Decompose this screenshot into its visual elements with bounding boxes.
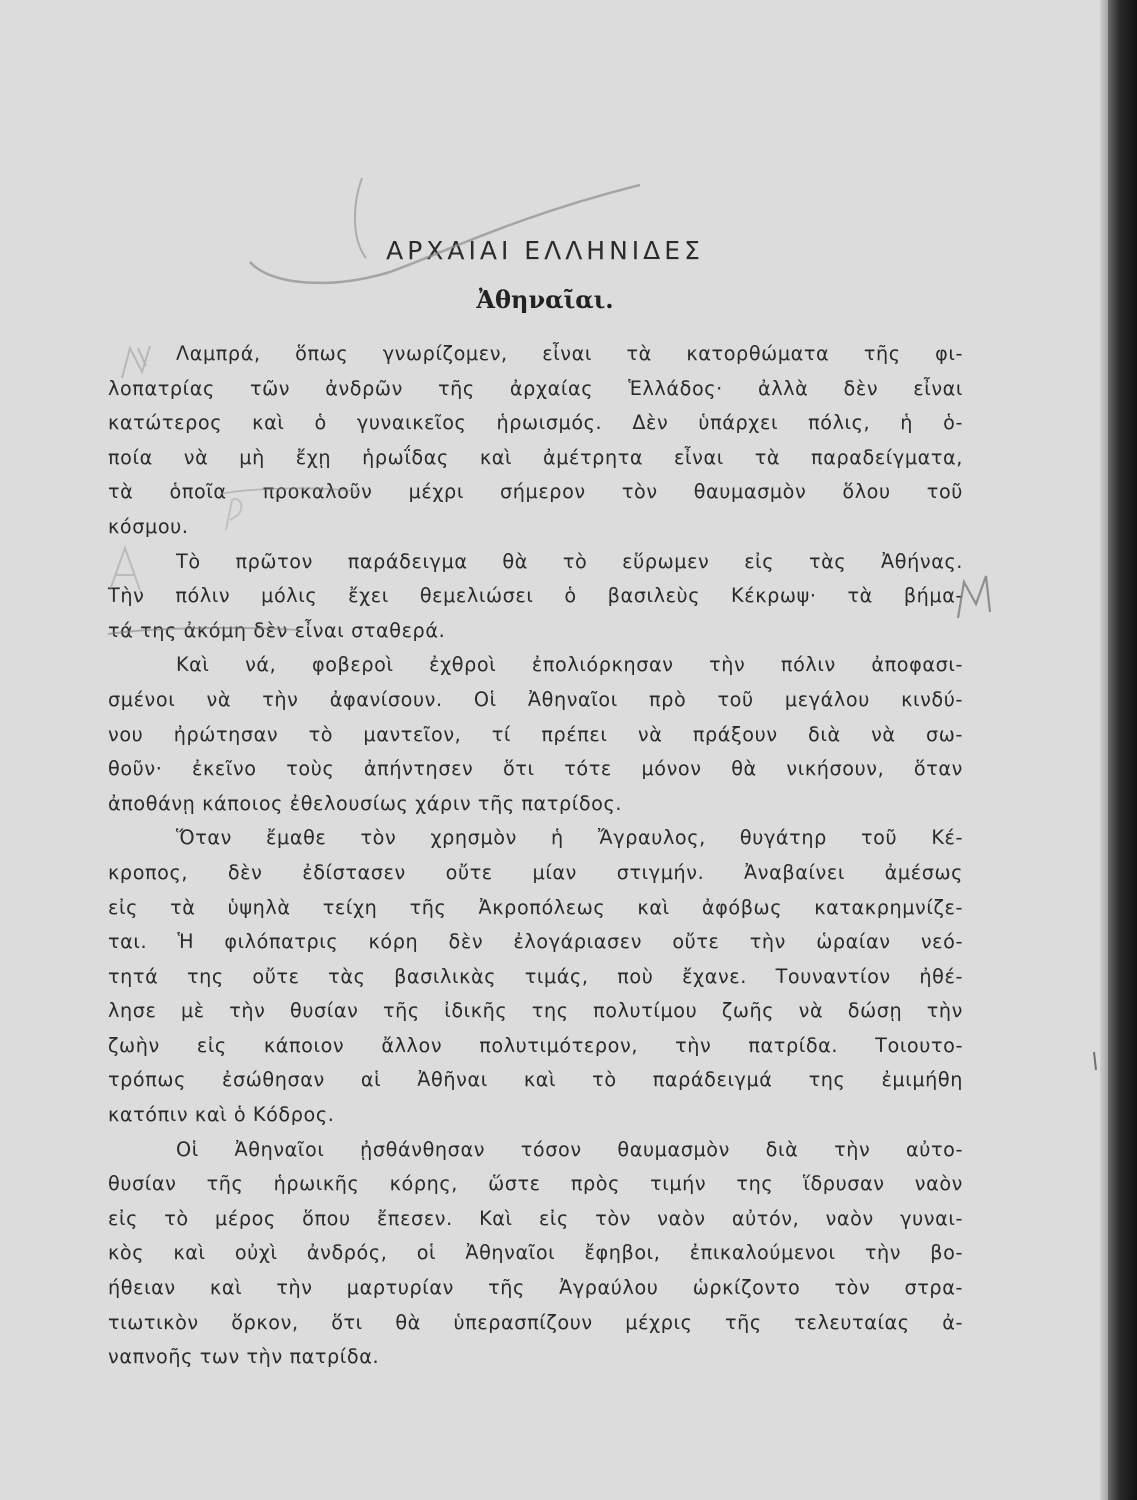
text-line: εἰς τὸ μέρος ὅπου ἔπεσεν. Καὶ εἰς τὸν ναὸν αὐτόν, ναὸν γυναι- <box>108 1206 963 1230</box>
text-line: Λαμπρά, ὅπως γνωρίζομεν, εἶναι τὰ κατορθώματα τῆς φι- <box>176 342 963 365</box>
text-line: ναπνοῆς των τὴν πατρίδα. <box>108 1345 380 1369</box>
book-spine-edge <box>1108 0 1137 1500</box>
text-line: κροπος, δὲν ἐδίστασεν οὔτε μίαν στιγμήν. Ἀναβαίνει ἀμέσως <box>108 860 963 884</box>
body-text <box>108 337 963 1375</box>
text-line: λησε μὲ τὴν θυσίαν τῆς ἰδικῆς της πολυτίμου ζωῆς νὰ δώσῃ τὴν <box>108 999 963 1023</box>
text-line: Καὶ νά, φοβεροὶ ἐχθροὶ ἐπολιόρκησαν τὴν πόλιν ἀποφασι- <box>176 653 963 677</box>
text-line: κόσμου. <box>108 514 189 538</box>
margin-tick-mark <box>1094 1052 1096 1070</box>
page-title: ΑΡΧΑΙΑΙ ΕΛΛΗΝΙΔΕΣ <box>386 236 704 265</box>
pencil-swoosh-mark <box>250 185 640 283</box>
text-line: λοπατρίας τῶν ἀνδρῶν τῆς ἀρχαίας Ἑλλάδος· ἀλλὰ δὲν εἶναι <box>108 376 963 400</box>
text-line: ται. Ἡ φιλόπατρις κόρη δὲν ἐλογάριασεν οὔτε τὴν ὡραίαν νεό- <box>108 930 963 954</box>
text-line: τητά της οὔτε τὰς βασιλικὰς τιμάς, ποὺ ἔχανε. Τουναντίον ἠθέ- <box>108 964 963 988</box>
text-line: τά της ἀκόμη δὲν εἶναι σταθερά. <box>108 618 446 642</box>
text-line: ποία νὰ μὴ ἔχῃ ἡρωΐδας καὶ ἀμέτρητα εἶναι τὰ παραδείγματα, <box>108 445 963 469</box>
text-line: τὰ ὁποῖα προκαλοῦν μέχρι σήμερον τὸν θαυμασμὸν ὅλου τοῦ <box>108 480 963 504</box>
text-line: κὸς καὶ οὐχὶ ἀνδρός, οἱ Ἀθηναῖοι ἔφηβοι, ἐπικαλούμενοι τὴν βο- <box>108 1241 963 1265</box>
text-line: σμένοι νὰ τὴν ἀφανίσουν. Οἱ Ἀθηναῖοι πρὸ τοῦ μεγάλου κινδύ- <box>108 687 963 711</box>
text-line: κατώτερος καὶ ὁ γυναικεῖος ἡρωισμός. Δὲν ὑπάρχει πόλις, ἡ ὁ- <box>108 411 963 435</box>
text-line: θυσίαν τῆς ἡρωικῆς κόρης, ὥστε πρὸς τιμήν της ἵδρυσαν ναὸν <box>108 1172 963 1196</box>
text-line: εἰς τὰ ὑψηλὰ τείχη τῆς Ἀκροπόλεως καὶ ἀφόβως κατακρημνίζε- <box>108 895 963 919</box>
text-line: κατόπιν καὶ ὁ Κόδρος. <box>108 1103 335 1127</box>
text-line: Ὅταν ἔμαθε τὸν χρησμὸν ἡ Ἄγραυλος, θυγάτηρ τοῦ Κέ- <box>176 826 963 850</box>
text-line: ζωὴν εἰς κάποιον ἄλλον πολυτιμότερον, τὴν πατρίδα. Τοιουτο- <box>108 1033 963 1057</box>
text-line: Τὴν πόλιν μόλις ἔχει θεμελιώσει ὁ βασιλεὺς Κέκρωψ· τὰ βήμα- <box>108 584 963 608</box>
text-line: τιωτικὸν ὅρκον, ὅτι θὰ ὑπερασπίζουν μέχρις τῆς τελευταίας ἀ- <box>108 1310 963 1334</box>
text-line: νου ἠρώτησαν τὸ μαντεῖον, τί πρέπει νὰ πράξουν διὰ νὰ σω- <box>108 722 963 746</box>
text-line: Τὸ πρῶτον παράδειγμα θὰ τὸ εὕρωμεν εἰς τὰς Ἀθήνας. <box>176 549 963 573</box>
page-subtitle: Ἀθηναῖαι. <box>476 285 614 314</box>
text-line: ήθειαν καὶ τὴν μαρτυρίαν τῆς Ἀγραύλου ὡρκίζοντο τὸν στρα- <box>108 1276 963 1300</box>
text-line: θοῦν· ἐκεῖνο τοὺς ἀπήντησεν ὅτι τότε μόνον θὰ νικήσουν, ὅταν <box>108 757 963 781</box>
text-line: Οἱ Ἀθηναῖοι ᾐσθάνθησαν τόσον θαυμασμὸν διὰ τὴν αὐτο- <box>176 1137 963 1161</box>
text-line: ἀποθάνῃ κάποιος ἐθελουσίως χάριν τῆς πατρίδος. <box>108 791 623 815</box>
text-line: τρόπως ἐσώθησαν αἱ Ἀθῆναι καὶ τὸ παράδειγμά της ἐμιμήθη <box>108 1068 963 1092</box>
